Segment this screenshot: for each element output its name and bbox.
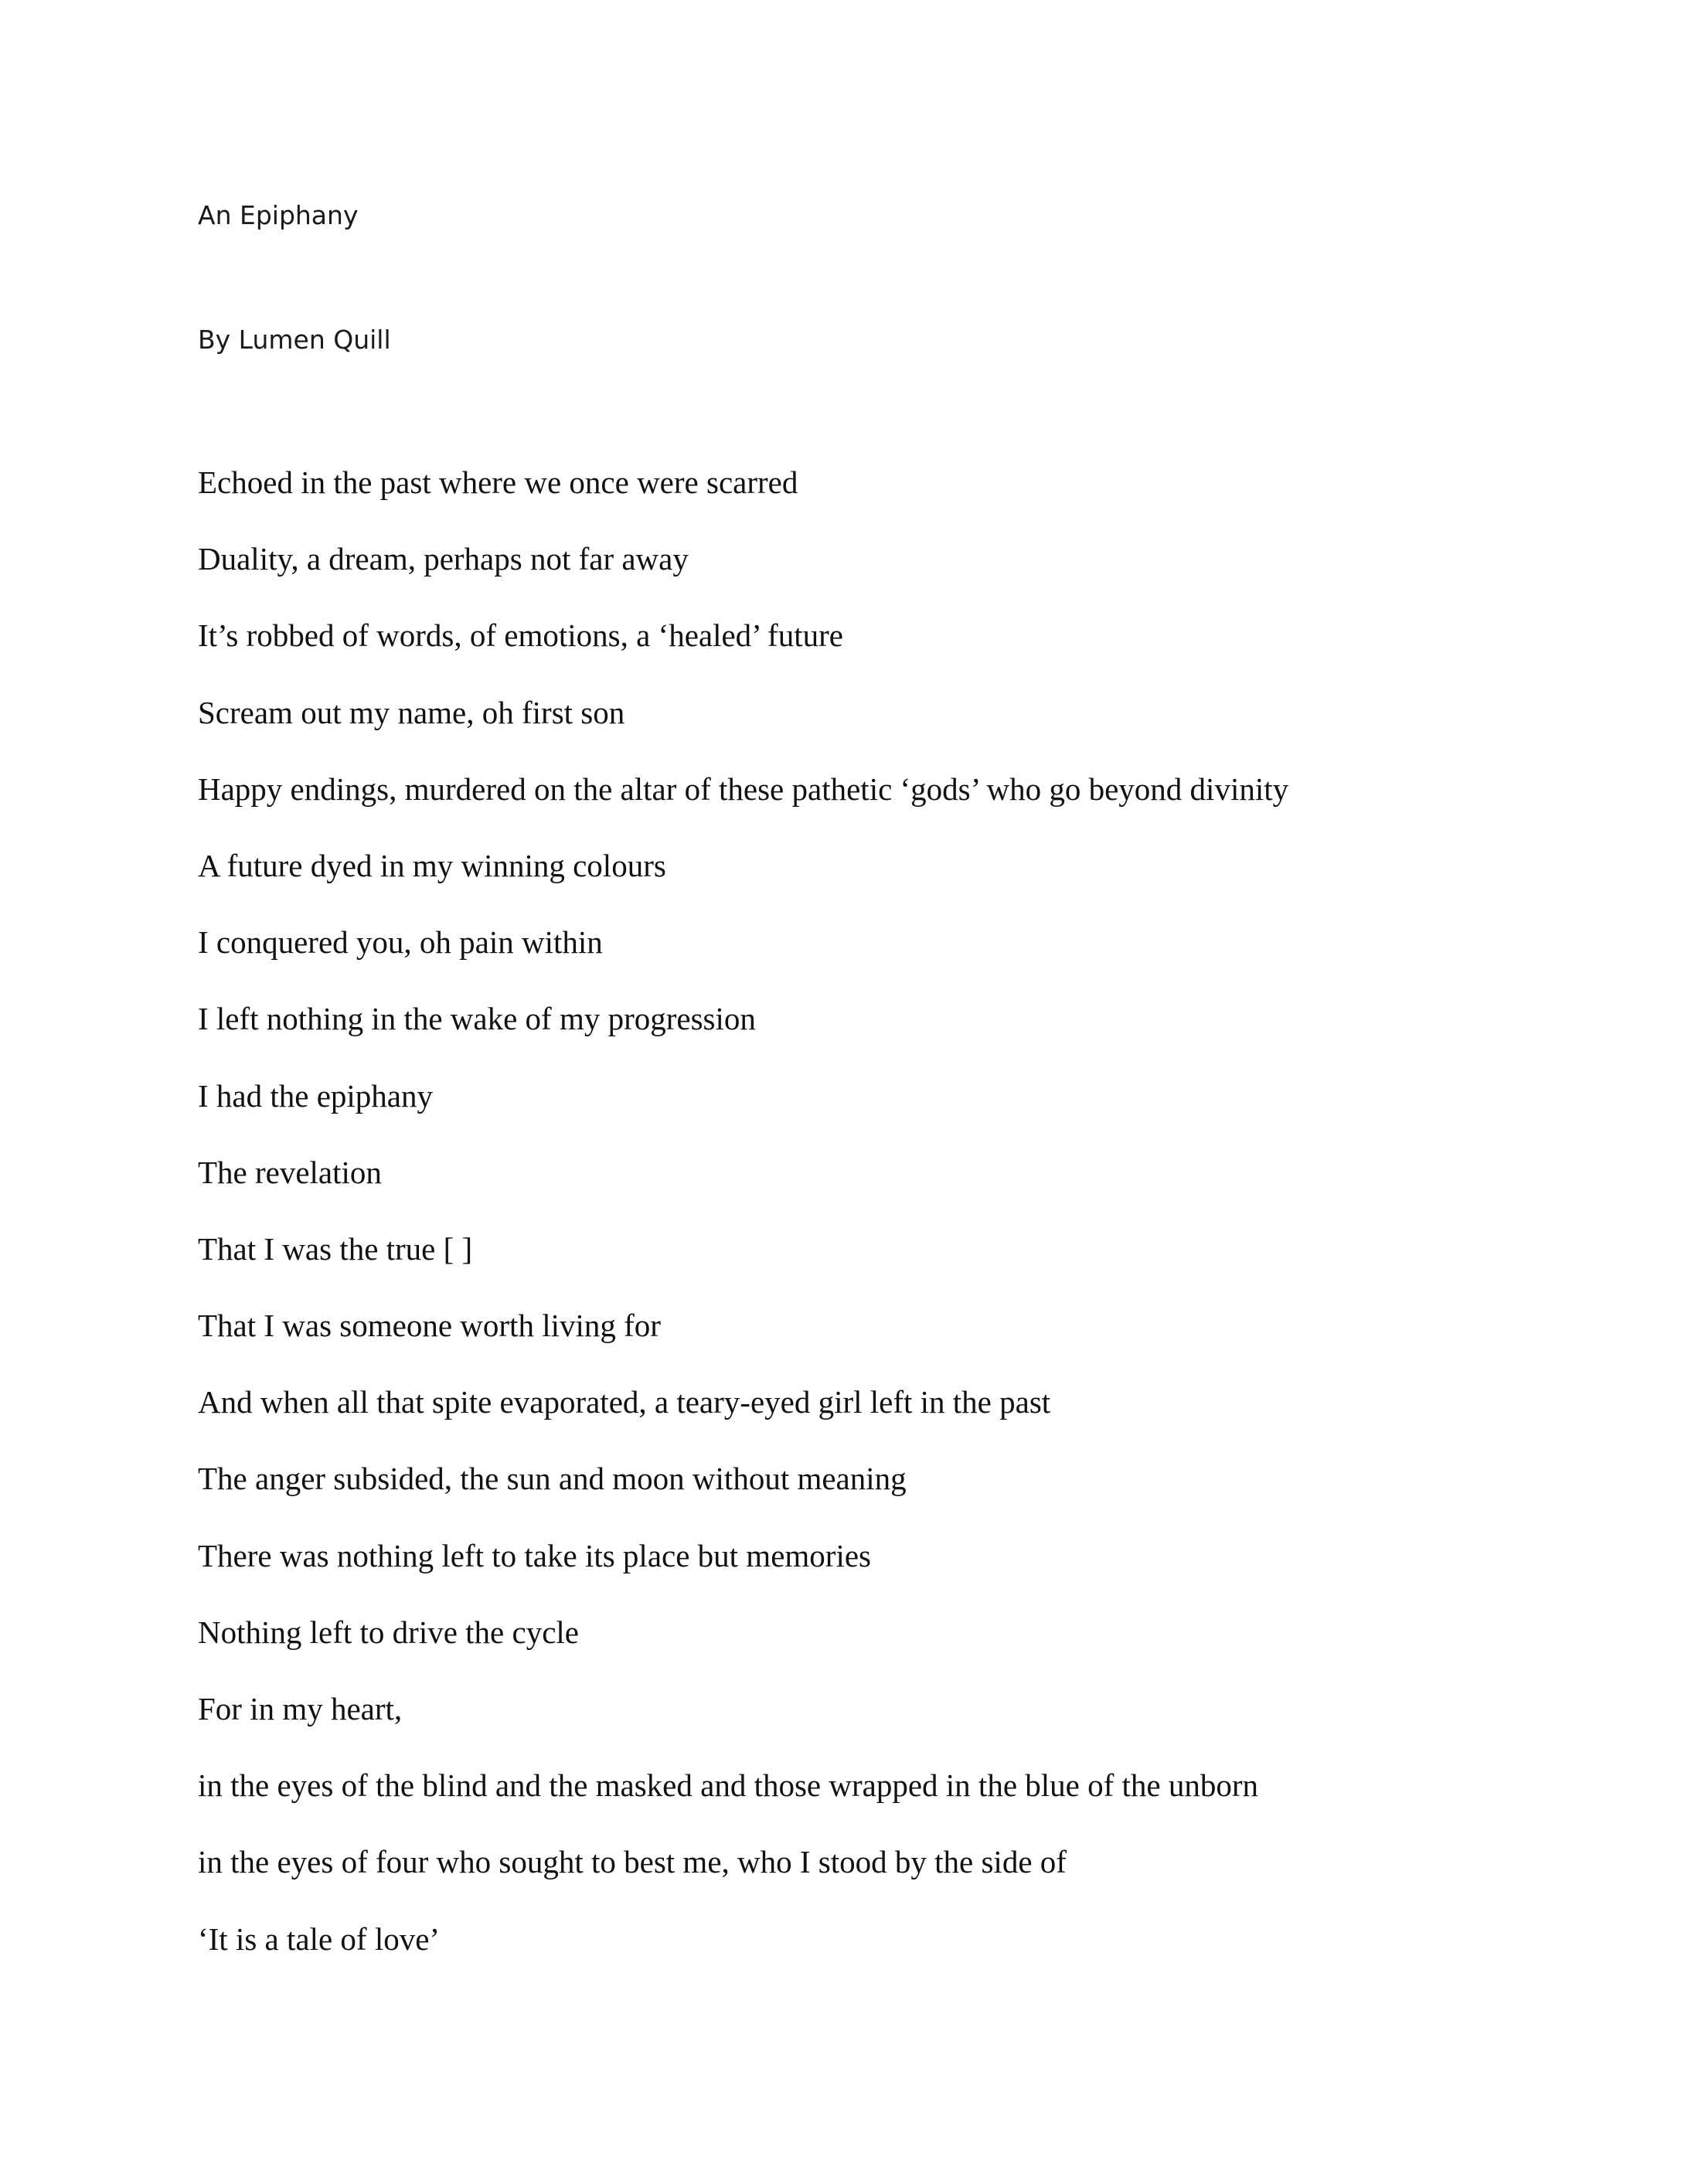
poem-line: ‘It is a tale of love’ bbox=[198, 1920, 441, 1957]
poem-line: The revelation bbox=[198, 1154, 382, 1190]
poem-line: The anger subsided, the sun and moon without meaning bbox=[198, 1461, 907, 1497]
poem-line: Echoed in the past where we once were scarred bbox=[198, 464, 798, 500]
poem-body bbox=[198, 463, 1288, 1996]
poem-author: By Lumen Quill bbox=[198, 325, 391, 355]
poem-line: I conquered you, oh pain within bbox=[198, 924, 603, 961]
poem-line: I left nothing in the wake of my progression bbox=[198, 1001, 756, 1037]
poem-line: in the eyes of the blind and the masked and those wrapped in the blue of the unborn bbox=[198, 1767, 1258, 1804]
poem-line: Nothing left to drive the cycle bbox=[198, 1614, 579, 1650]
poem-line: There was nothing left to take its place but memories bbox=[198, 1537, 871, 1573]
poem-line: A future dyed in my winning colours bbox=[198, 847, 666, 883]
poem-line: It’s robbed of words, of emotions, a ‘healed’ future bbox=[198, 617, 843, 654]
poem-line: in the eyes of four who sought to best me, who I stood by the side of bbox=[198, 1844, 1067, 1880]
poem-line: That I was the true [ ] bbox=[198, 1230, 473, 1267]
poem-line: Duality, a dream, perhaps not far away bbox=[198, 541, 689, 577]
poem-line: That I was someone worth living for bbox=[198, 1308, 661, 1344]
poem-line: For in my heart, bbox=[198, 1691, 403, 1726]
poem-line: Scream out my name, oh first son bbox=[198, 694, 625, 730]
poem-title: An Epiphany bbox=[198, 200, 359, 230]
poem-line: And when all that spite evaporated, a teary-eyed girl left in the past bbox=[198, 1384, 1051, 1420]
poem-line: I had the epiphany bbox=[198, 1077, 433, 1114]
poem-line: Happy endings, murdered on the altar of these pathetic ‘gods’ who go beyond divinity bbox=[198, 771, 1289, 807]
